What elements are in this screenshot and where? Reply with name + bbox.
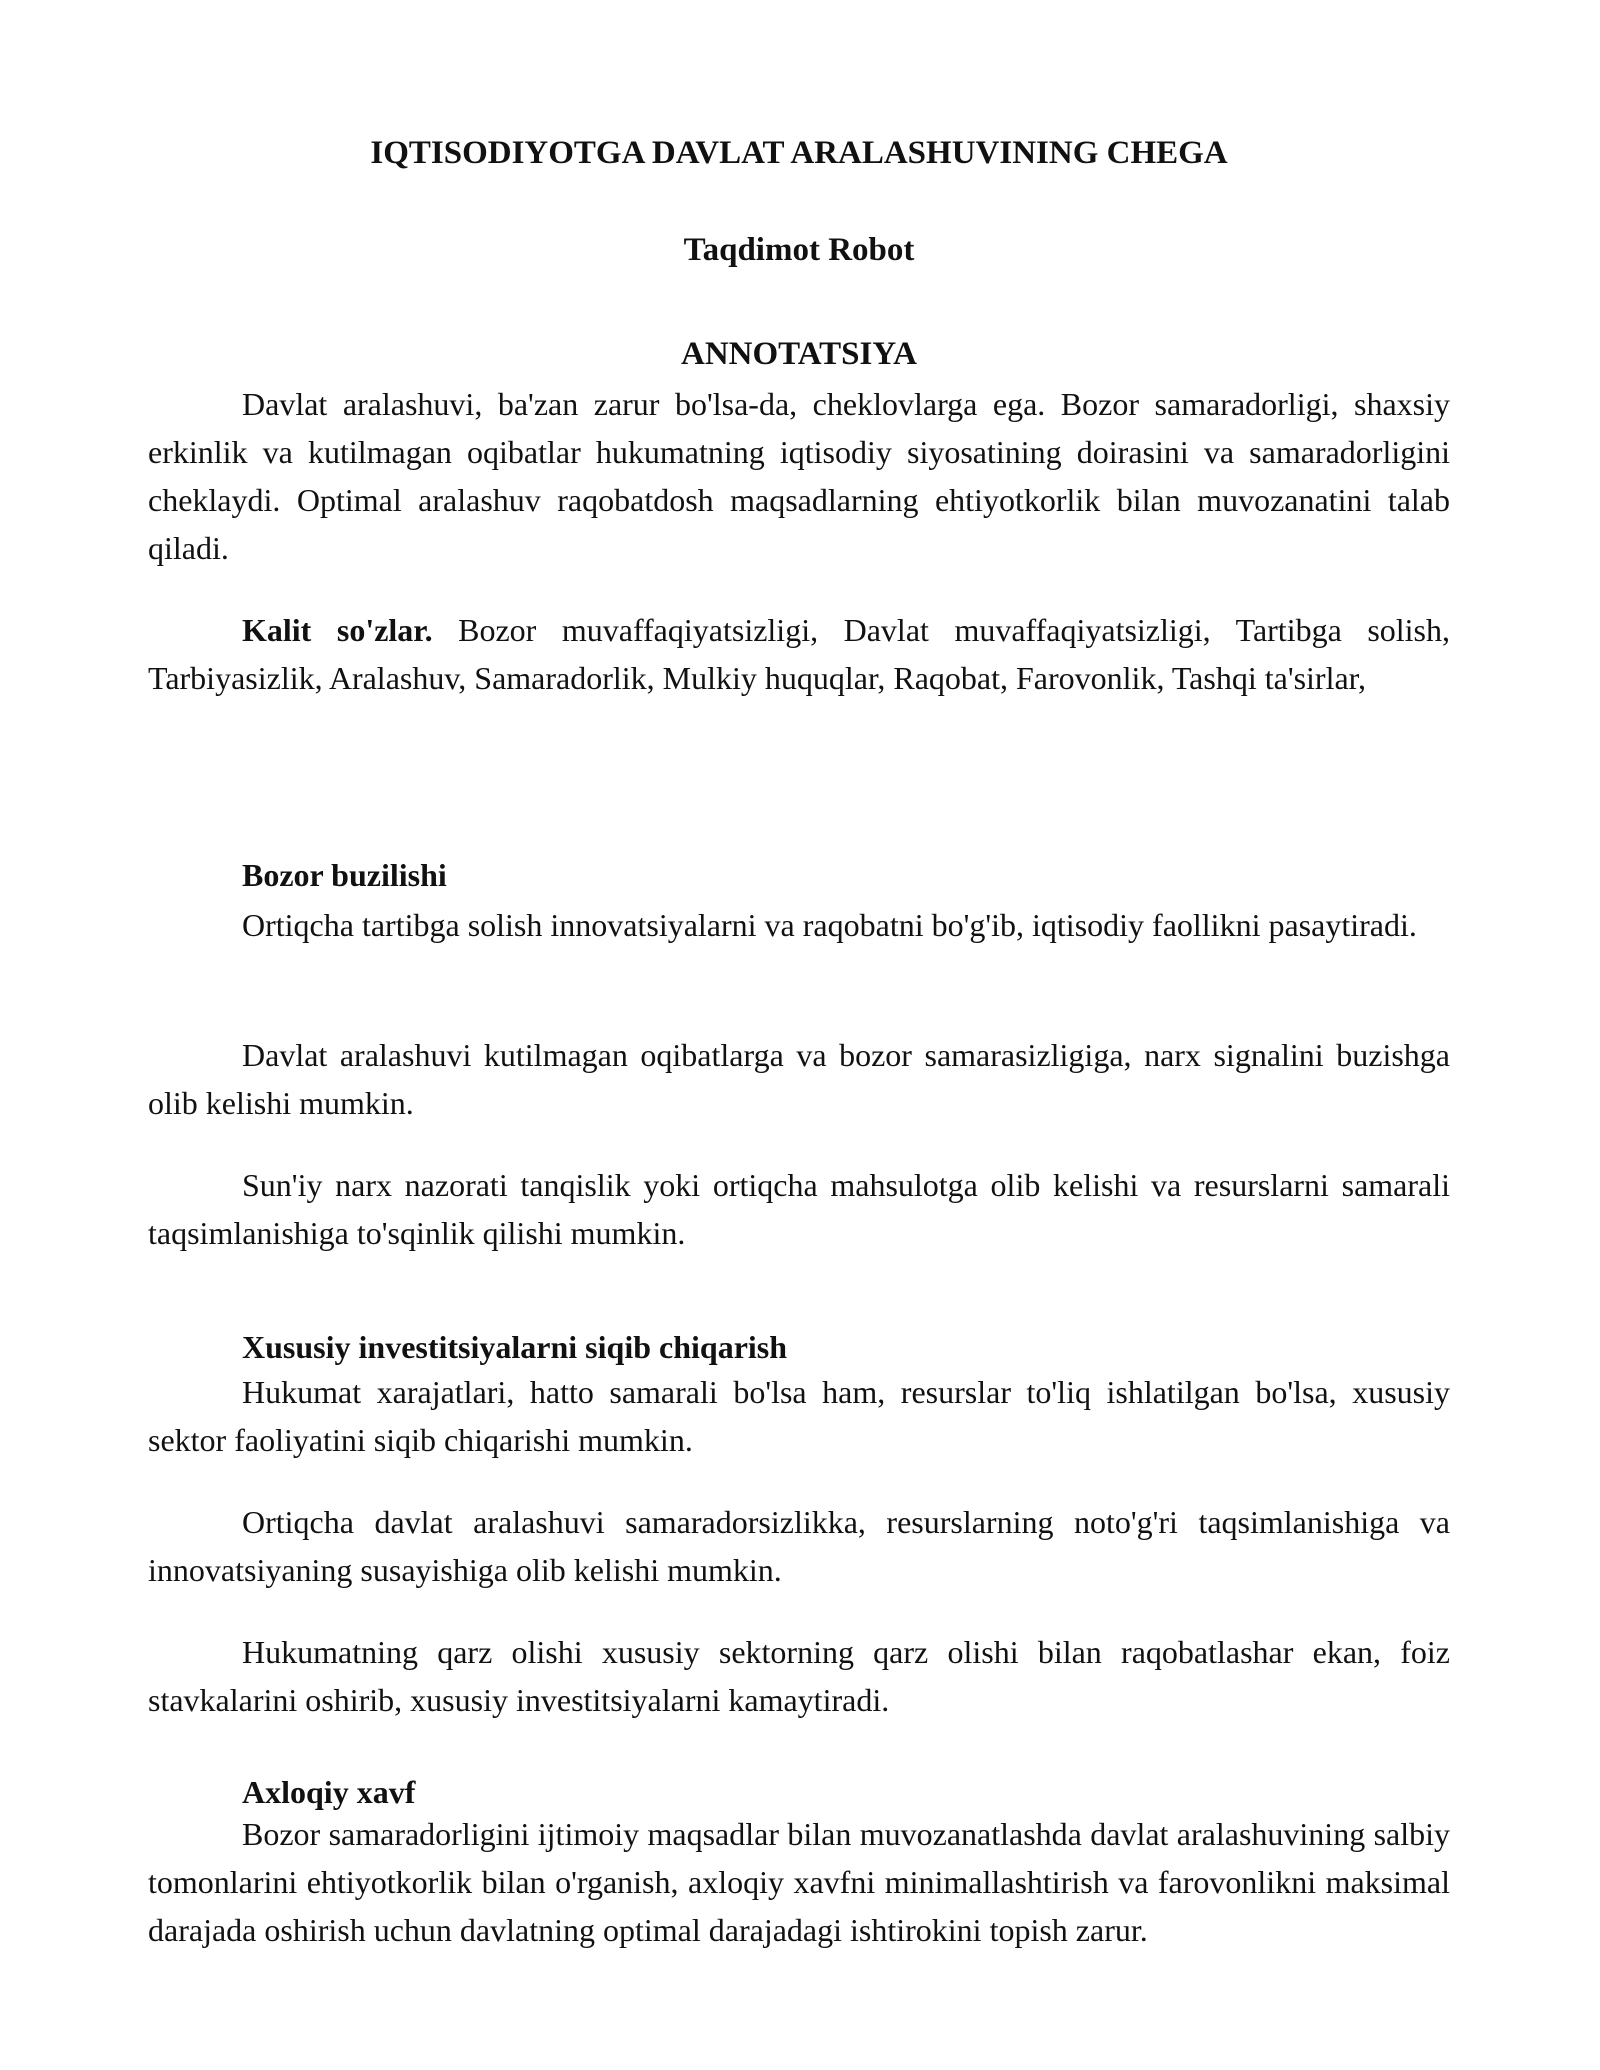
keywords-label: Kalit so'zlar. xyxy=(242,612,433,648)
section-paragraph: Ortiqcha tartibga solish innovatsiyalarni va raqobatni bo'g'ib, iqtisodiy faollikni pasaytiradi. xyxy=(242,907,1417,943)
section-paragraph: Sun'iy narx nazorati tanqislik yoki ortiqcha mahsulotga olib kelishi va resurslarni samarali taqsimlanishiga to'sqinlik qilishi mumkin. xyxy=(148,1167,1450,1251)
section-heading: Axloqiy xavf xyxy=(242,1774,416,1810)
section-heading: Bozor buzilishi xyxy=(242,857,447,893)
section-paragraph: Ortiqcha davlat aralashuvi samaradorsizlikka, resurslarning noto'g'ri taqsimlanishiga va innovatsiyaning susayishiga olib kelishi mumkin. xyxy=(148,1504,1450,1588)
abstract-heading: ANNOTATSIYA xyxy=(681,336,917,372)
section-paragraph: Bozor samaradorligini ijtimoiy maqsadlar bilan muvozanatlashda davlat aralashuvining salbiy tomonlarini ehtiyotkorlik bilan o'rganish, axloqiy xavfni minimallashtirish va farovonlikni maksimal darajada oshirish uchun davlatning optimal darajadagi ishtirokini topish zarur. xyxy=(148,1816,1450,1948)
keywords-list: Bozor muvaffaqiyatsizligi, Davlat muvaffaqiyatsizligi, Tartibga solish, Tarbiyasizlik, Aralashuv, Samaradorlik, Mulkiy huquqlar, Raqobat, Farovonlik, Tashqi ta'sirlar, xyxy=(148,612,1451,696)
section-paragraph: Davlat aralashuvi kutilmagan oqibatlarga va bozor samarasizligiga, narx signalini buzishga olib kelishi mumkin. xyxy=(148,1037,1450,1121)
document-author: Taqdimot Robot xyxy=(683,232,915,268)
section-paragraph: Hukumatning qarz olishi xususiy sektorning qarz olishi bilan raqobatlashar ekan, foiz stavkalarini oshirib, xususiy investitsiyalarni kamaytiradi. xyxy=(148,1634,1450,1718)
document-title: IQTISODIYOTGA DAVLAT ARALASHUVINING CHEGA xyxy=(370,135,1228,171)
keywords-paragraph xyxy=(148,606,1450,702)
section-paragraph: Hukumat xarajatlari, hatto samarali bo'lsa ham, resurslar to'liq ishlatilgan bo'lsa, xususiy sektor faoliyatini siqib chiqarishi mumkin. xyxy=(148,1374,1450,1458)
section-heading: Xususiy investitsiyalarni siqib chiqarish xyxy=(242,1329,788,1365)
abstract-paragraph: Davlat aralashuvi, ba'zan zarur bo'lsa-da, cheklovlarga ega. Bozor samaradorligi, shaxsiy erkinlik va kutilmagan oqibatlar hukumatning iqtisodiy siyosatining doirasini va samaradorligini cheklaydi. Optimal aralashuv raqobatdosh maqsadlarning ehtiyotkorlik bilan muvozanatini talab qiladi. xyxy=(148,386,1450,566)
